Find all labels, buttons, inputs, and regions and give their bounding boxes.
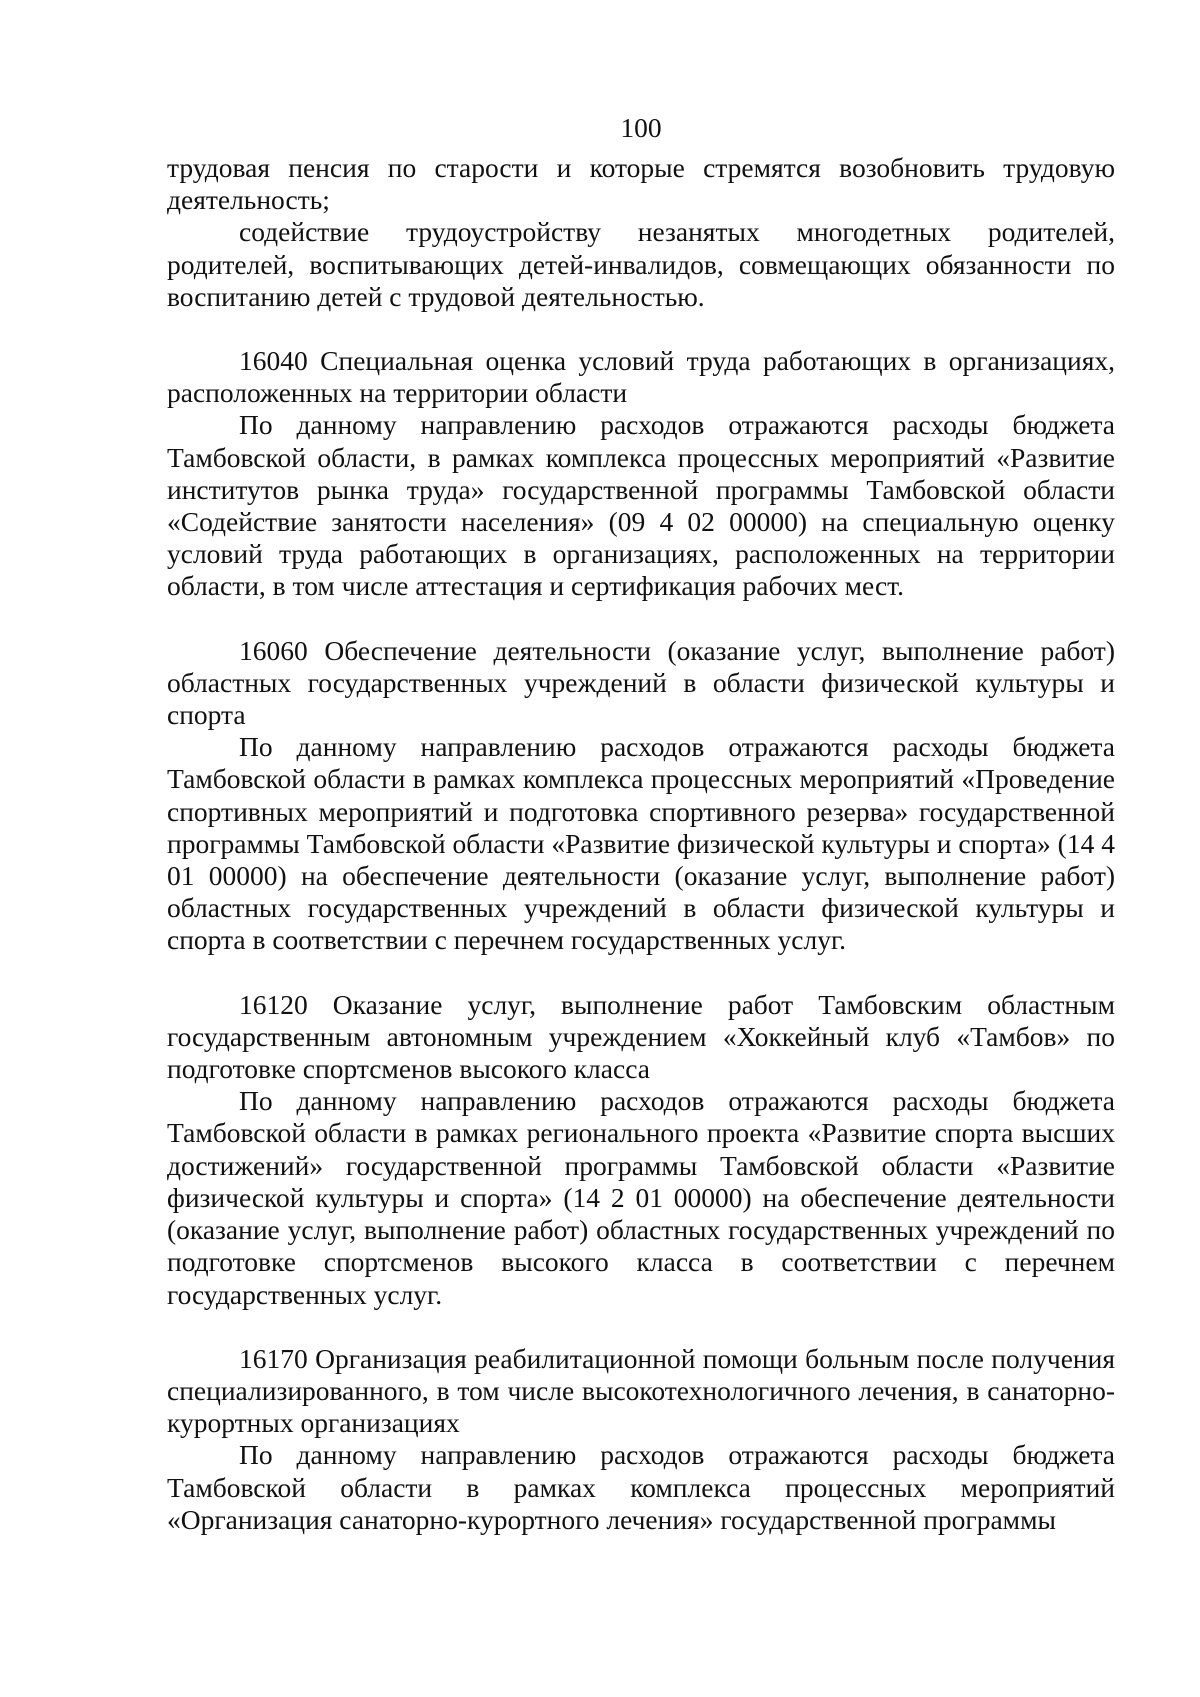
continuation-paragraph: трудовая пенсия по старости и которые стремятся возобновить трудовую деятельность; xyxy=(167,152,1115,216)
page-number: 100 xyxy=(620,112,662,143)
section-heading-16170: 16170 Организация реабилитационной помощи больным после получения специализированного, в том числе высокотехнологичного лечения, в санаторно-курортных организациях xyxy=(167,1342,1115,1439)
document-page xyxy=(167,112,1115,1536)
section-body-16170: По данному направлению расходов отражаются расходы бюджета Тамбовской области в рамках комплекса процессных мероприятий «Организация санаторно-курортного лечения» государственной программы xyxy=(167,1439,1115,1535)
section-heading-16040: 16040 Специальная оценка условий труда работающих в организациях, расположенных на территории области xyxy=(167,345,1115,409)
section-body-16040: По данному направлению расходов отражаются расходы бюджета Тамбовской области, в рамках комплекса процессных мероприятий «Развитие институтов рынка труда» государственной программы Тамбовской области «Содействие занятости населения» (09 4 02 00000) на специальную оценку условий труда работающих в организациях, расположенных на территории области, в том числе аттестация и сертификация рабочих мест. xyxy=(167,409,1115,602)
section-body-16060: По данному направлению расходов отражаются расходы бюджета Тамбовской области в рамках комплекса процессных мероприятий «Проведение спортивных мероприятий и подготовка спортивного резерва» государственной программы Тамбовской области «Развитие физической культуры и спорта» (14 4 01 00000) на обеспечение деятельности (оказание услуг, выполнение работ) областных государственных учреждений в области физической культуры и спорта в соответствии с перечнем государственных услуг. xyxy=(167,731,1115,956)
section-heading-16060: 16060 Обеспечение деятельности (оказание услуг, выполнение работ) областных государственных учреждений в области физической культуры и спорта xyxy=(167,634,1115,731)
continuation-paragraph: содействие трудоустройству незанятых многодетных родителей, родителей, воспитывающих детей-инвалидов, совмещающих обязанности по воспитанию детей с трудовой деятельностью. xyxy=(167,216,1115,312)
section-heading-16120: 16120 Оказание услуг, выполнение работ Тамбовским областным государственным автономным учреждением «Хоккейный клуб «Тамбов» по подготовке спортсменов высокого класса xyxy=(167,988,1115,1085)
section-body-16120: По данному направлению расходов отражаются расходы бюджета Тамбовской области в рамках регионального проекта «Развитие спорта высших достижений» государственной программы Тамбовской области «Развитие физической культуры и спорта» (14 2 01 00000) на обеспечение деятельности (оказание услуг, выполнение работ) областных государственных учреждений по подготовке спортсменов высокого класса в соответствии с перечнем государственных услуг. xyxy=(167,1085,1115,1310)
